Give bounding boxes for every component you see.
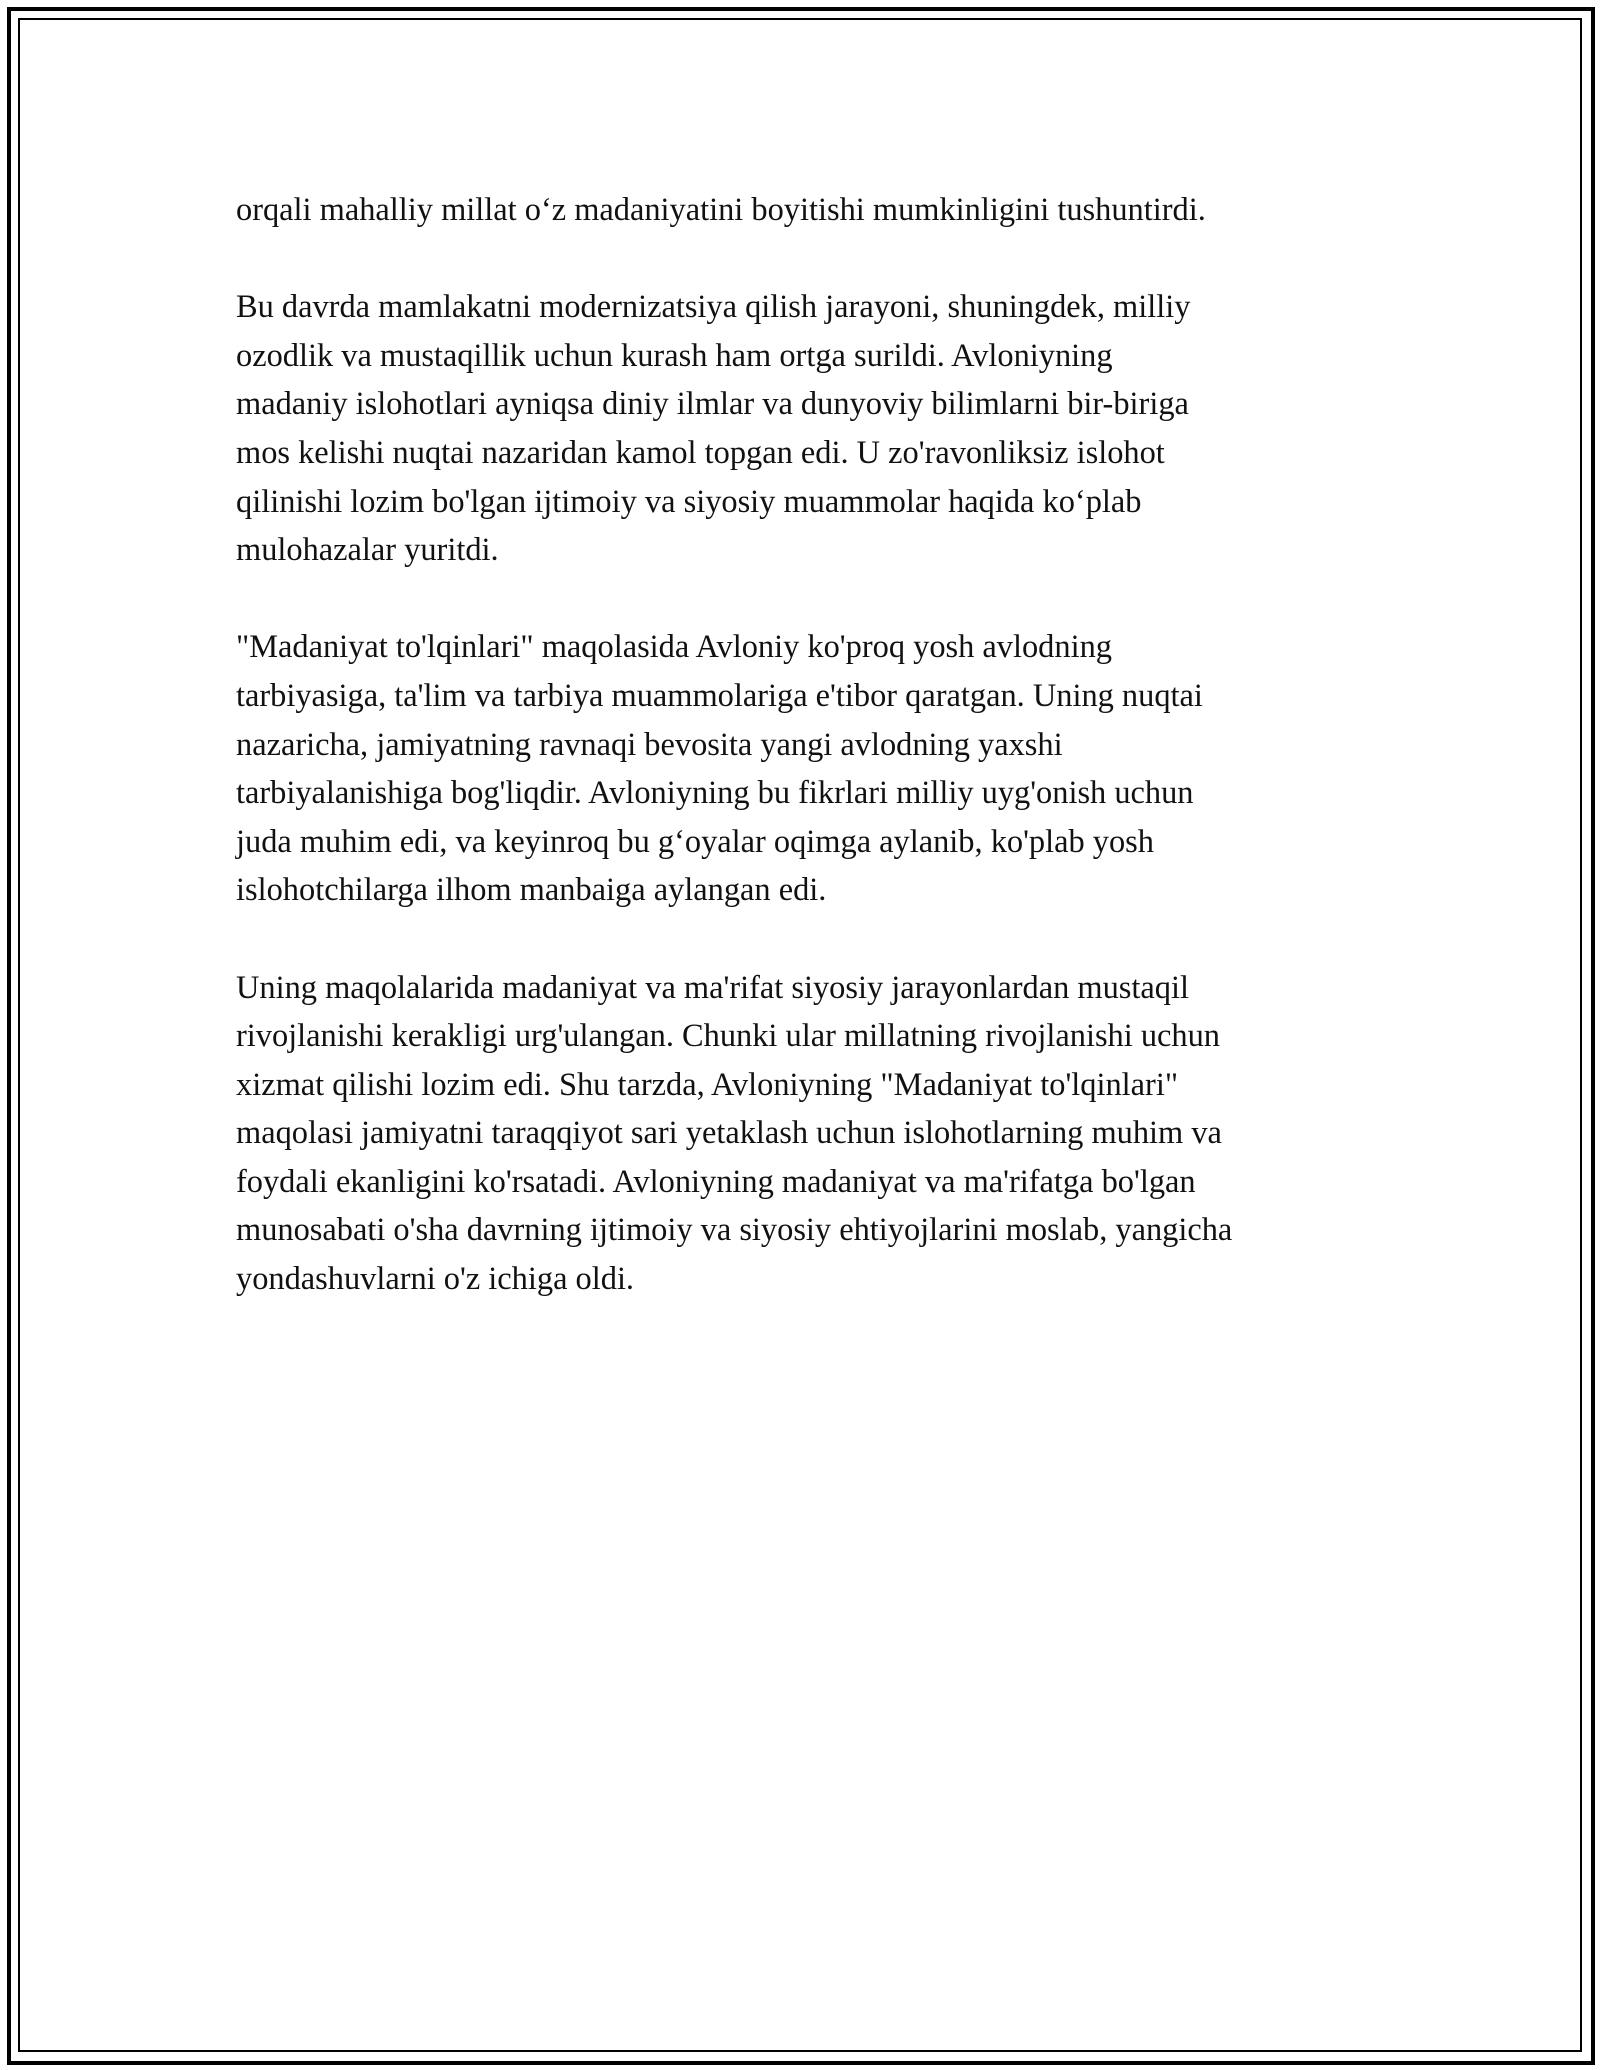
text-line: munosabati o'sha davrning ijtimoiy va siyosiy ehtiyojlarini moslab, yangicha bbox=[236, 1212, 1233, 1249]
text-line: Uning maqolalarida madaniyat va ma'rifat siyosiy jarayonlardan mustaqil bbox=[236, 969, 1189, 1006]
text-line: foydali ekanligini ko'rsatadi. Avloniyning madaniyat va ma'rifatga bo'lgan bbox=[236, 1163, 1196, 1200]
text-line: nazaricha, jamiyatning ravnaqi bevosita yangi avlodning yaxshi bbox=[236, 726, 1063, 763]
text-line: tarbiyasiga, ta'lim va tarbiya muammolariga e'tibor qaratgan. Uning nuqtai bbox=[236, 677, 1203, 714]
text-line: yondashuvlarni o'z ichiga oldi. bbox=[236, 1261, 635, 1298]
paragraph bbox=[236, 964, 1376, 1304]
text-line: ozodlik va mustaqillik uchun kurash ham ortga surildi. Avloniyning bbox=[236, 337, 1113, 374]
text-line: maqolasi jamiyatni taraqqiyot sari yetaklash uchun islohotlarning muhim va bbox=[236, 1115, 1222, 1152]
text-line: islohotchilarga ilhom manbaiga aylangan edi. bbox=[236, 872, 827, 909]
text-line: orqali mahalliy millat o‘z madaniyatini boyitishi mumkinligini tushuntirdi. bbox=[236, 192, 1206, 228]
text-line: tarbiyalanishiga bog'liqdir. Avloniyning bu fikrlari milliy uyg'onish uchun bbox=[236, 775, 1194, 812]
text-line: qilinishi lozim bo'lgan ijtimoiy va siyosiy muammolar haqida ko‘plab bbox=[236, 483, 1142, 520]
text-line: rivojlanishi kerakligi urg'ulangan. Chunki ular millatning rivojlanishi uchun bbox=[236, 1018, 1221, 1055]
text-line: xizmat qilishi lozim edi. Shu tarzda, Avloniyning "Madaniyat to'lqinlari" bbox=[236, 1066, 1179, 1103]
text-line: "Madaniyat to'lqinlari" maqolasida Avloniy ko'proq yosh avlodning bbox=[236, 629, 1112, 666]
text-line: mulohazalar yuritdi. bbox=[236, 532, 499, 569]
text-line: juda muhim edi, va keyinroq bu g‘oyalar oqimga aylanib, ko'plab yosh bbox=[236, 823, 1154, 860]
paragraph bbox=[236, 186, 1376, 235]
document-body bbox=[236, 186, 1376, 1352]
paragraph bbox=[236, 283, 1376, 575]
paragraph bbox=[236, 623, 1376, 915]
text-line: madaniy islohotlari ayniqsa diniy ilmlar va dunyoviy bilimlarni bir-biriga bbox=[236, 386, 1189, 423]
text-line: Bu davrda mamlakatni modernizatsiya qilish jarayoni, shuningdek, milliy bbox=[236, 289, 1191, 326]
text-line: mos kelishi nuqtai nazaridan kamol topgan edi. U zo'ravonliksiz islohot bbox=[236, 434, 1165, 471]
